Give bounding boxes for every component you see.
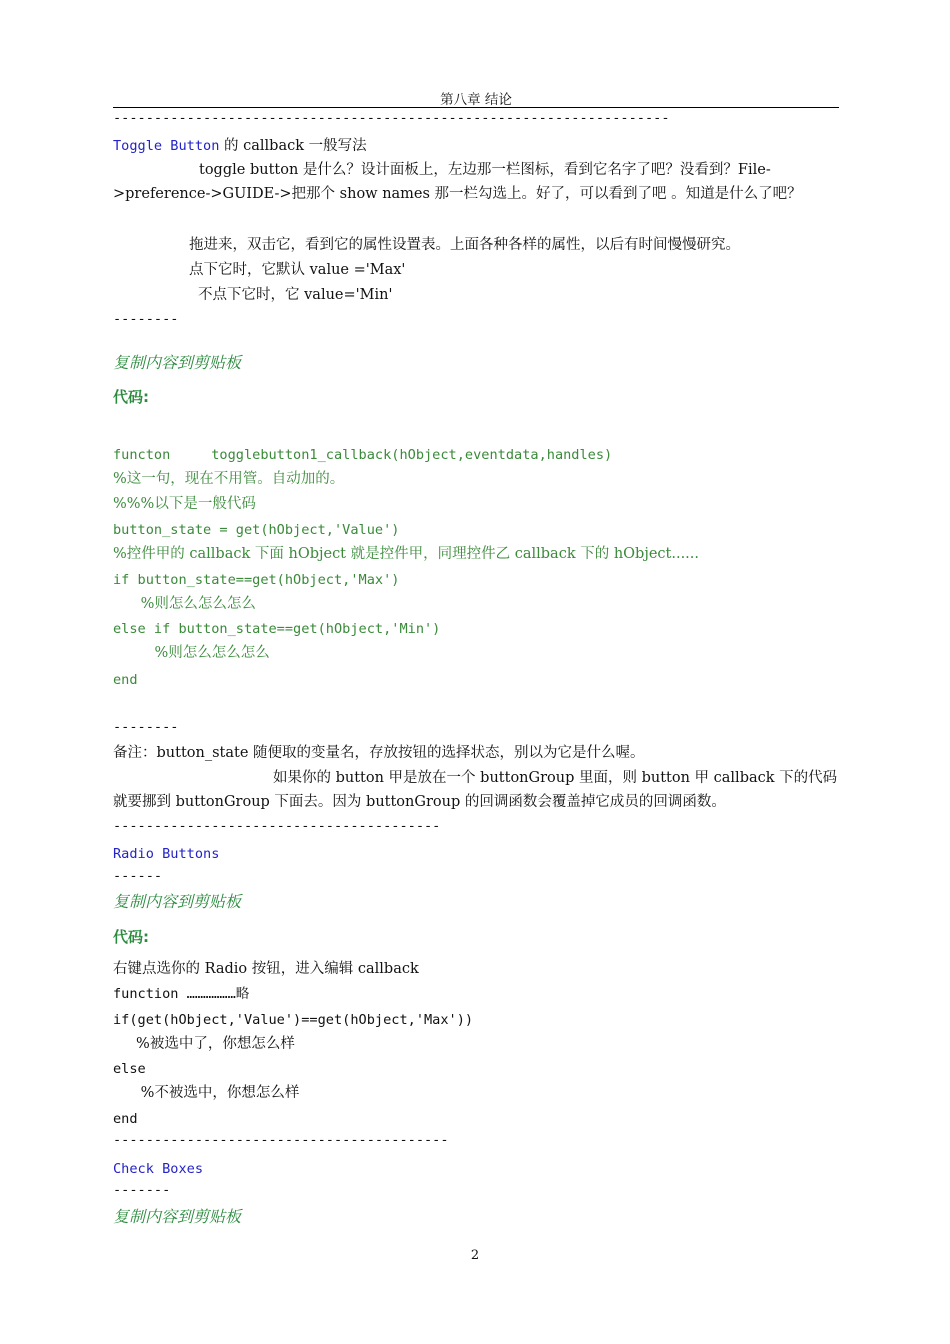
code-line: %不被选中，你想怎么样 bbox=[113, 1085, 300, 1101]
code-line: %%%以下是一般代码 bbox=[113, 496, 256, 512]
separator-line: ----------------------------------------- bbox=[113, 1132, 449, 1148]
code-label: 代码: bbox=[113, 928, 149, 946]
code-line: else bbox=[113, 1061, 146, 1077]
toggle-heading bbox=[113, 137, 367, 155]
copy-to-clipboard-link[interactable]: 复制内容到剪贴板 bbox=[113, 1207, 242, 1226]
code-line: end bbox=[113, 672, 138, 688]
code-line: %控件甲的 callback 下面 hObject 就是控件甲，同理控件乙 callback 下的 hObject...... bbox=[113, 546, 700, 562]
separator-line: -------- bbox=[113, 311, 179, 327]
toggle-heading-rest: 的 callback 一般写法 bbox=[219, 138, 367, 154]
code-line: %则怎么怎么怎么 bbox=[113, 645, 270, 661]
code-line: %被选中了，你想怎么样 bbox=[113, 1036, 295, 1052]
code-line: %则怎么怎么怎么 bbox=[113, 596, 256, 612]
separator-line: ---------------------------------------- bbox=[113, 818, 441, 834]
toggle-heading-en: Toggle Button bbox=[113, 138, 220, 154]
radio-intro: 右键点选你的 Radio 按钮，进入编辑 callback bbox=[113, 961, 419, 977]
toggle-para2: 拖进来，双击它，看到它的属性设置表。上面各种各样的属性，以后有时间慢慢研究。 bbox=[189, 237, 740, 253]
page-header: 第八章 结论 bbox=[440, 92, 512, 108]
code-line: end bbox=[113, 1111, 138, 1127]
code-line: else if button_state==get(hObject,'Min') bbox=[113, 621, 441, 637]
code-line: if button_state==get(hObject,'Max') bbox=[113, 572, 400, 588]
separator-line: ------- bbox=[113, 1182, 171, 1198]
page-number: 2 bbox=[470, 1248, 480, 1263]
separator-line: -------------------------------------------------------------------- bbox=[113, 110, 670, 126]
code-line: functon togglebutton1_callback(hObject,eventdata,handles) bbox=[113, 447, 613, 463]
separator-line: -------- bbox=[113, 719, 179, 735]
check-heading: Check Boxes bbox=[113, 1161, 204, 1177]
copy-to-clipboard-link[interactable]: 复制内容到剪贴板 bbox=[113, 892, 242, 911]
separator-line: ------ bbox=[113, 868, 163, 884]
code-line: button_state = get(hObject,'Value') bbox=[113, 522, 400, 538]
note-line: 备注：button_state 随便取的变量名，存放按钮的选择状态，别以为它是什么喔。 bbox=[113, 745, 645, 761]
copy-to-clipboard-link[interactable]: 复制内容到剪贴板 bbox=[113, 353, 242, 372]
radio-heading: Radio Buttons bbox=[113, 846, 220, 862]
code-line: function ………………略 bbox=[113, 986, 250, 1002]
code-label: 代码: bbox=[113, 388, 149, 406]
toggle-para3: 点下它时，它默认 value ='Max' bbox=[189, 262, 406, 278]
header-rule bbox=[113, 107, 839, 108]
code-line: if(get(hObject,'Value')==get(hObject,'Max')) bbox=[113, 1012, 474, 1028]
note-paragraph: 如果你的 button 甲是放在一个 buttonGroup 里面，则 button 甲 callback 下的代码就要挪到 buttonGroup 下面去。因为 buttonGroup 的回调函数会覆盖掉它成员的回调函数。 bbox=[113, 770, 838, 810]
code-line: %这一句，现在不用管。自动加的。 bbox=[113, 471, 345, 487]
toggle-para4: 不点下它时，它 value='Min' bbox=[198, 287, 393, 303]
toggle-para1: toggle button 是什么？设计面板上，左边那一栏图标，看到它名字了吧？没看到？File->preference->GUIDE->把那个 show names 那一栏勾选上。好了，可以看到了吧 。知道是什么了吧？ bbox=[113, 162, 802, 202]
